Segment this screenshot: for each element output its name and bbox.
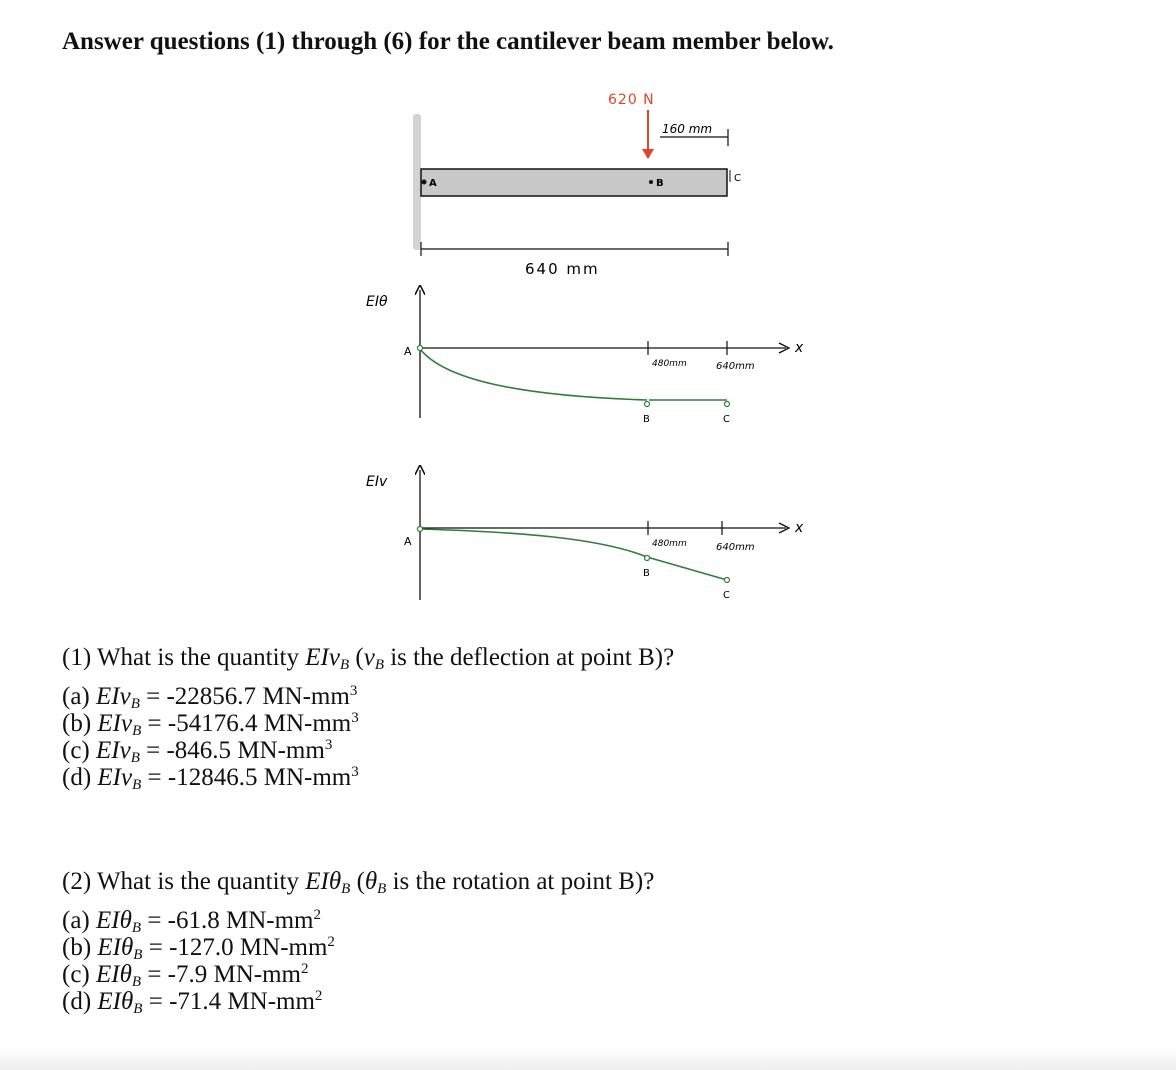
option-value: -7.9 — [167, 961, 208, 988]
theta-curve — [420, 349, 647, 400]
theta-node-b — [645, 402, 650, 407]
v-linear-segment — [647, 557, 727, 580]
point-a-dot — [422, 180, 427, 185]
theta-node-c — [725, 402, 730, 407]
v-point-b-label: B — [643, 568, 650, 579]
option-value: -71.4 — [169, 988, 222, 1015]
v-curve — [420, 529, 647, 557]
option-unit: $MN-mm^2$ — [226, 907, 321, 934]
bottom-scroll-shadow — [0, 1048, 1176, 1070]
option-value: -61.8 — [167, 907, 220, 934]
option-letter: (b) — [62, 710, 92, 737]
option-letter: (c) — [62, 961, 90, 988]
theta-point-b-label: B — [643, 414, 650, 425]
theta-tick-b-label: 480mm — [652, 359, 687, 369]
point-b-label: B — [656, 178, 664, 189]
option-value: -846.5 — [166, 737, 232, 764]
point-b-dot — [649, 180, 653, 184]
q1-option-d[interactable]: (d) EIv$_B$ = -12846.5 $MN-mm^3$ — [62, 764, 359, 793]
point-c-label: C — [734, 173, 741, 184]
q2-option-a[interactable]: (a) EIθ$_B$ = -61.8 $MN-mm^2$ — [62, 907, 321, 936]
dim-bottom-label: 640 mm — [525, 260, 600, 278]
beam-body — [421, 169, 727, 196]
q2-option-b[interactable]: (b) EIθ$_B$ = -127.0 $MN-mm^2$ — [62, 934, 335, 963]
option-unit: $MN-mm^3$ — [263, 764, 359, 791]
q1-option-a[interactable]: (a) EIv$_B$ = -22856.7 $MN-mm^3$ — [62, 683, 358, 712]
theta-node-a — [418, 346, 423, 351]
v-node-a — [418, 527, 423, 532]
v-tick-c-label: 640mm — [716, 542, 755, 553]
option-letter: (a) — [62, 907, 90, 934]
theta-x-label: x — [795, 340, 804, 356]
option-letter: (d) — [62, 988, 92, 1015]
v-x-label: x — [795, 520, 804, 536]
option-letter: (d) — [62, 764, 92, 791]
q2-option-c[interactable]: (c) EIθ$_B$ = -7.9 $MN-mm^2$ — [62, 961, 309, 990]
option-value: -127.0 — [169, 934, 234, 961]
option-value: -12846.5 — [167, 764, 258, 791]
v-point-c-label: C — [723, 590, 730, 601]
load-arrow-head — [642, 149, 654, 159]
v-point-a-label: A — [404, 535, 412, 548]
option-value: -22856.7 — [166, 683, 257, 710]
wall-support — [413, 114, 421, 250]
theta-tick-c-label: 640mm — [716, 361, 755, 372]
option-letter: (b) — [62, 934, 92, 961]
option-letter: (c) — [62, 737, 90, 764]
q1-stem: (1) What is the quantity EIv$_B$ ($v_B$ is the deflection at point B)? — [62, 644, 675, 673]
point-a-label: A — [429, 178, 437, 189]
option-letter: (a) — [62, 683, 90, 710]
q2-option-d[interactable]: (d) EIθ$_B$ = -71.4 $MN-mm^2$ — [62, 988, 323, 1017]
q2-stem: (2) What is the quantity EIθ$_B$ ($\theta_B$ is the rotation at point B)? — [62, 868, 655, 897]
theta-point-c-label: C — [723, 414, 730, 425]
v-node-c — [725, 578, 730, 583]
option-value: -54176.4 — [167, 710, 258, 737]
theta-point-a-label: A — [404, 345, 412, 358]
option-unit: $MN-mm^2$ — [213, 961, 309, 988]
q1-option-b[interactable]: (b) EIv$_B$ = -54176.4 $MN-mm^3$ — [62, 710, 359, 739]
v-tick-b-label: 480mm — [652, 539, 687, 549]
option-unit: $MN-mm^2$ — [227, 988, 323, 1015]
dim-top-label: 160 mm — [662, 122, 713, 136]
page-title: Answer questions (1) through (6) for the cantilever beam member below. — [62, 28, 834, 55]
theta-axis-label: EIθ — [366, 294, 388, 310]
v-node-b — [645, 556, 650, 561]
option-unit: $MN-mm^2$ — [239, 934, 335, 961]
option-unit: $MN-mm^3$ — [263, 710, 359, 737]
option-unit: $MN-mm^3$ — [262, 683, 358, 710]
q1-option-c[interactable]: (c) EIv$_B$ = -846.5 $MN-mm^3$ — [62, 737, 333, 766]
load-label: 620 N — [608, 92, 655, 108]
v-axis-label: EIv — [366, 474, 388, 490]
option-unit: $MN-mm^3$ — [237, 737, 333, 764]
